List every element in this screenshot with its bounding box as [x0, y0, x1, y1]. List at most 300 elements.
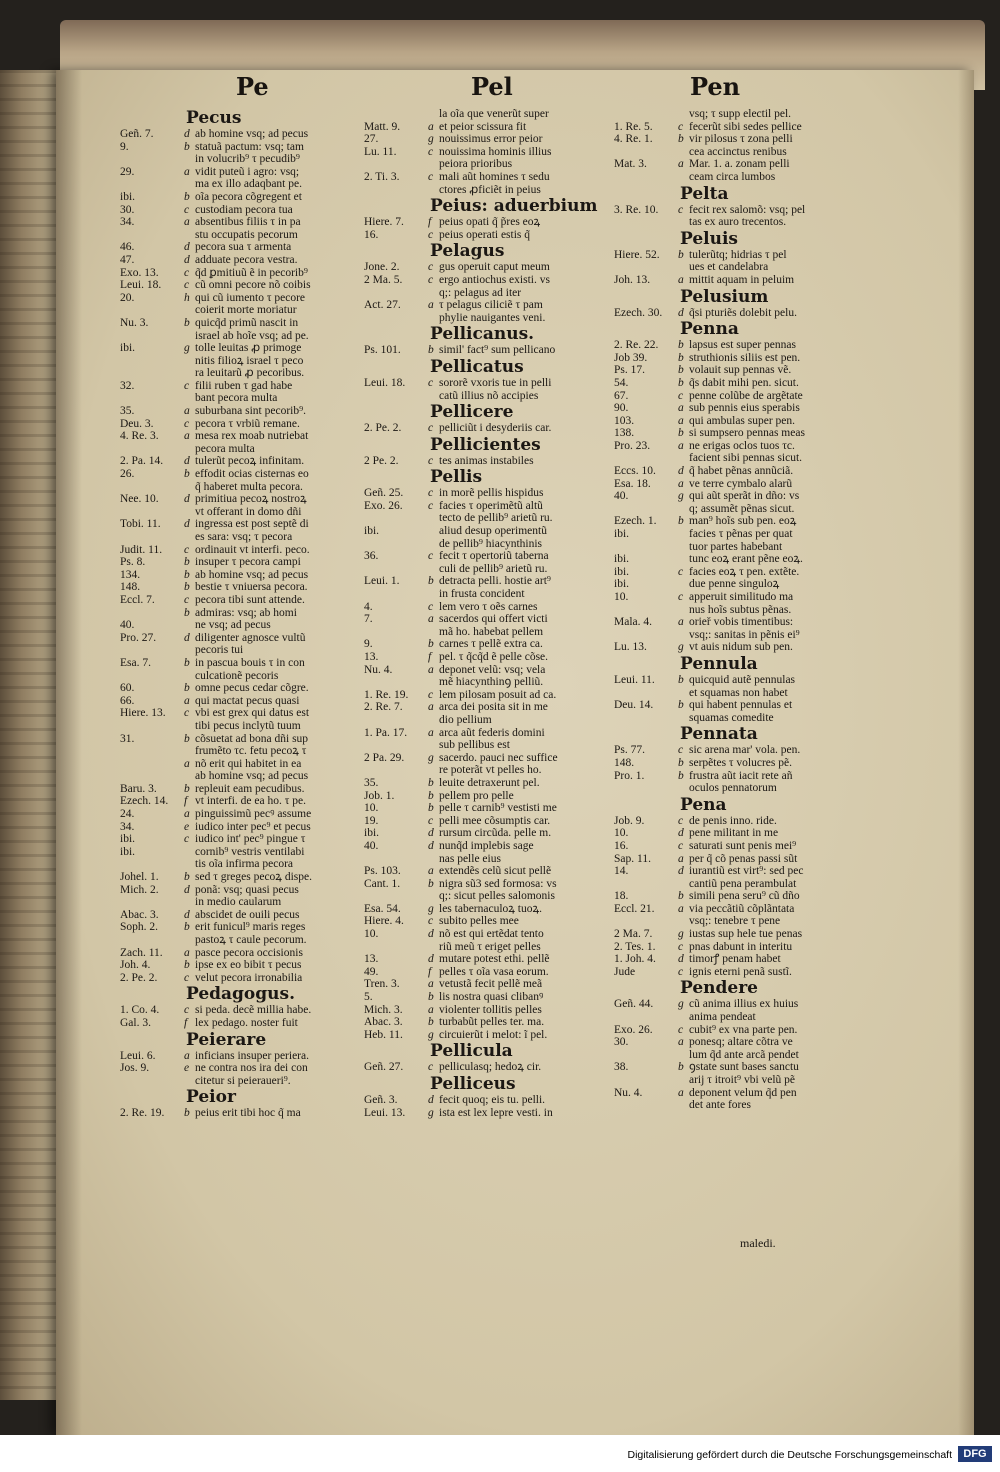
- section-letter: g: [428, 1106, 434, 1119]
- citation-ref: Esa. 54.: [364, 902, 401, 915]
- section-letter: [428, 312, 439, 325]
- citation-ref: [614, 712, 678, 725]
- section-letter: a: [678, 902, 684, 915]
- entry-line: [614, 782, 858, 795]
- entry-text: iudico int' pec⁹ pingue τ: [195, 833, 306, 846]
- citation-ref: Judit. 11.: [120, 543, 163, 556]
- citation-ref: Nu. 4.: [364, 663, 393, 676]
- section-letter: g: [428, 751, 434, 764]
- entry-line: [364, 802, 600, 815]
- entry-text: struthionis siliis est pen.: [689, 351, 801, 364]
- entry-text: via peccãtiũ cõplãntata: [689, 902, 795, 915]
- section-letter: c: [428, 600, 434, 613]
- citation-ref: [120, 745, 184, 758]
- citation-ref: [614, 878, 678, 891]
- entry-line: [364, 739, 600, 752]
- section-letter: c: [428, 1061, 434, 1074]
- entry-text: anima pendeat: [689, 1011, 756, 1024]
- section-letter: [184, 481, 195, 494]
- section-letter: [678, 452, 689, 465]
- section-letter: [184, 720, 195, 733]
- section-letter: a: [184, 430, 190, 443]
- entry-text: circuierũt i melot: ĩ pel.: [439, 1028, 548, 1041]
- section-letter: c: [428, 228, 434, 241]
- section-letter: b: [184, 959, 190, 972]
- entry-line: [120, 481, 352, 494]
- entry-text: pecora sua τ armenta: [195, 241, 292, 254]
- section-letter: [184, 846, 195, 859]
- entry-line: [120, 884, 352, 897]
- citation-ref: Pro. 27.: [120, 631, 157, 644]
- citation-ref: 13.: [364, 953, 379, 966]
- section-letter: [678, 782, 689, 795]
- citation-ref: 16.: [614, 839, 629, 852]
- entry-line: [120, 468, 352, 481]
- citation-ref: Leui. 6.: [120, 1049, 156, 1062]
- section-letter: d: [184, 241, 190, 254]
- section-letter: [428, 287, 439, 300]
- entry-line: [614, 941, 858, 954]
- section-letter: a: [428, 299, 434, 312]
- section-letter: a: [678, 1086, 684, 1099]
- entry-line: [364, 953, 600, 966]
- section-letter: [428, 714, 439, 727]
- entry-text: lex pedago. noster fuit: [195, 1016, 298, 1029]
- citation-ref: 49.: [364, 965, 379, 978]
- citation-ref: 3. Re. 10.: [614, 203, 659, 216]
- entry-line: [120, 279, 352, 292]
- citation-ref: Joh. 4.: [120, 959, 151, 972]
- entry-text: inficians insuper periera.: [195, 1049, 309, 1062]
- citation-ref: [120, 896, 184, 909]
- section-letter: a: [428, 663, 434, 676]
- entry-text: τ pelagus ciliciẽ τ pam: [439, 299, 543, 312]
- entry-text: deponet velũ: vsq; vela: [439, 663, 546, 676]
- citation-ref: 2. Pe. 2.: [364, 422, 402, 435]
- entry-text: simili pena seru⁹ cũ dño: [689, 890, 800, 903]
- entry-line: [614, 1099, 858, 1112]
- entry-text: mã ho. habebat pellem: [439, 625, 544, 638]
- citation-ref: [364, 714, 428, 727]
- section-letter: a: [678, 158, 684, 171]
- entry-line: [120, 1050, 352, 1063]
- entry-line: [364, 133, 600, 146]
- entry-line: [364, 229, 600, 242]
- entry-text: et peior scissura fit: [439, 120, 527, 133]
- entry-text: in morẽ pellis hispidus: [439, 487, 544, 500]
- citation-ref: 2. Tes. 1.: [614, 940, 656, 953]
- section-letter: [428, 941, 439, 954]
- citation-ref: Ezech. 30.: [614, 306, 663, 319]
- citation-ref: Pro. 23.: [614, 439, 651, 452]
- section-letter: g: [678, 998, 684, 1011]
- entry-line: [614, 827, 858, 840]
- entry-text: per q̃ cõ penas passi sũt: [689, 852, 798, 865]
- citation-ref: [614, 1099, 678, 1112]
- entry-text: aliud desup operimentũ: [439, 525, 547, 538]
- entry-line: [614, 440, 858, 453]
- section-letter: [678, 171, 689, 184]
- entry-line: [120, 531, 352, 544]
- entry-text: lapsus est super pennas: [689, 339, 796, 352]
- entry-text: nigra sũ3 sed formosa: vs: [439, 877, 557, 890]
- headword: Pellicula: [430, 1041, 513, 1062]
- citation-ref: [364, 158, 428, 171]
- entry-text: Mar. 1. a. zonam pelli: [689, 158, 790, 171]
- section-letter: [678, 915, 689, 928]
- citation-ref: Hiere. 7.: [364, 216, 404, 229]
- entry-line: [120, 921, 352, 934]
- entry-text: pellem pro pelle: [439, 789, 514, 802]
- section-letter: d: [428, 1094, 434, 1106]
- entry-text: la oĩa que venerũt super: [439, 108, 549, 120]
- entry-text: mali aũt homines τ sedu: [439, 170, 550, 183]
- section-letter: [428, 390, 439, 403]
- citation-ref: [120, 770, 184, 783]
- entry-line: [120, 380, 352, 393]
- entry-line: [120, 581, 352, 594]
- entry-text: fecit quoq; eis tu. pelli.: [439, 1094, 546, 1106]
- column-1: [120, 108, 352, 1120]
- entry-text: q̃si pturiẽs dolebit pelu.: [689, 306, 797, 319]
- entry-text: ingressa est post septẽ di: [195, 518, 309, 531]
- entry-line: [120, 430, 352, 443]
- citation-ref: 138.: [614, 427, 635, 440]
- citation-ref: Ps. 77.: [614, 744, 645, 757]
- section-letter: c: [428, 273, 434, 286]
- section-letter: c: [428, 550, 434, 563]
- entry-text: vidit puteũ i agro: vsq;: [195, 165, 300, 178]
- entry-text: suburbana sint pecorib⁹.: [195, 405, 306, 418]
- entry-text: ctores ꝓficiẽt in peius: [439, 183, 541, 196]
- entry-text: phylie nauigantes veni.: [439, 311, 546, 324]
- entry-line: [364, 777, 600, 790]
- citation-ref: [120, 443, 184, 456]
- citation-ref: [120, 229, 184, 242]
- citation-ref: [614, 1011, 678, 1024]
- section-letter: a: [428, 726, 434, 739]
- running-head-center: Pel: [471, 72, 513, 101]
- entry-line: [614, 591, 858, 604]
- entry-line: [120, 695, 352, 708]
- section-letter: d: [678, 465, 684, 478]
- entry-line: [120, 720, 352, 733]
- dfg-logo: DFG: [958, 1446, 992, 1462]
- citation-ref: 34.: [120, 820, 135, 833]
- section-letter: [184, 531, 195, 544]
- citation-ref: Eccl. 21.: [614, 902, 655, 915]
- entry-line: [614, 158, 858, 171]
- entry-line: [120, 141, 352, 154]
- section-letter: b: [678, 699, 684, 712]
- citation-ref: Nu. 3.: [120, 316, 149, 329]
- section-letter: g: [678, 490, 684, 503]
- entry-line: [614, 1024, 858, 1037]
- entry-line: [120, 858, 352, 871]
- entry-line: [120, 707, 352, 720]
- entry-line: [364, 455, 600, 468]
- entry-text: ues et candelabra: [689, 261, 769, 274]
- entry-line: [364, 890, 600, 903]
- entry-text: detracta pelli. hostie art⁹: [439, 575, 551, 588]
- citation-ref: 10.: [364, 802, 379, 815]
- section-letter: b: [678, 515, 684, 528]
- section-letter: [428, 764, 439, 777]
- entry-line: [364, 171, 600, 184]
- citation-ref: Jude: [614, 965, 636, 978]
- citation-ref: 9.: [364, 638, 373, 651]
- entry-line: [364, 790, 600, 803]
- entry-text: fecit rex salomõ: vsq; pel: [689, 203, 806, 216]
- entry-text: q; assumẽt pẽnas sicut.: [689, 502, 795, 515]
- entry-line: [614, 364, 858, 377]
- section-letter: a: [428, 701, 434, 714]
- section-letter: c: [428, 454, 434, 467]
- citation-ref: 46.: [120, 241, 135, 254]
- citation-ref: [120, 644, 184, 657]
- entry-line: [120, 821, 352, 834]
- section-letter: c: [678, 591, 684, 603]
- entry-text: facies eoꝝ τ pen. extẽte.: [689, 565, 800, 578]
- section-letter: [428, 626, 439, 639]
- citation-ref: [120, 178, 184, 191]
- entry-line: [614, 515, 858, 528]
- section-letter: [184, 506, 195, 519]
- section-letter: d: [184, 455, 190, 468]
- section-letter: [184, 670, 195, 683]
- entry-line: [120, 619, 352, 632]
- entry-line: [364, 1061, 600, 1074]
- section-letter: g: [678, 928, 684, 941]
- entry-line: [364, 588, 600, 601]
- citation-ref: Tren. 3.: [364, 978, 400, 991]
- entry-text: les tabernaculoꝝ tuoꝝ.: [439, 902, 543, 915]
- entry-line: [364, 727, 600, 740]
- entry-line: [614, 216, 858, 229]
- entry-line: [364, 1094, 600, 1107]
- citation-ref: Exo. 26.: [614, 1023, 653, 1036]
- entry-line: [364, 626, 600, 639]
- entry-line: [614, 171, 858, 184]
- entry-text: vt interfi. de ea ho. τ pe.: [195, 795, 306, 808]
- entry-line: [120, 292, 352, 305]
- entry-text: arca aũt federis domini: [439, 726, 545, 739]
- entry-text: ordinauit vt interfi. peco.: [195, 543, 310, 556]
- headword: Pellicatus: [430, 356, 524, 377]
- section-letter: b: [184, 316, 190, 329]
- section-letter: [428, 525, 439, 538]
- entry-line: [364, 550, 600, 563]
- entry-text: facies τ operimẽtũ altũ: [439, 499, 543, 512]
- entry-line: [120, 959, 352, 972]
- section-letter: b: [678, 673, 684, 686]
- citation-ref: ibi.: [614, 553, 630, 566]
- citation-ref: Eccl. 7.: [120, 593, 155, 606]
- citation-ref: 30.: [614, 1036, 629, 1049]
- section-letter: d: [184, 253, 190, 266]
- citation-ref: Abac. 3.: [364, 1016, 403, 1029]
- section-letter: d: [678, 953, 684, 966]
- entry-line: [364, 701, 600, 714]
- entry-line: [120, 191, 352, 204]
- entry-text: nõ est qui ertẽdat tento: [439, 928, 544, 941]
- entry-line: [364, 344, 600, 357]
- section-letter: a: [428, 865, 434, 878]
- entry-text: quicquid autẽ pennulas: [689, 673, 796, 686]
- citation-ref: Sap. 11.: [614, 852, 651, 865]
- entry-text: frumẽto τc. fetu pecoꝝ τ: [195, 745, 307, 758]
- citation-ref: 1. Re. 19.: [364, 688, 409, 701]
- citation-ref: 148.: [120, 581, 141, 594]
- entry-line: [364, 915, 600, 928]
- section-letter: b: [678, 339, 684, 352]
- section-letter: c: [184, 266, 190, 279]
- citation-ref: 34.: [120, 216, 135, 229]
- entry-text: es sara: vsq; τ pecora: [195, 531, 293, 543]
- entry-text: tolle leuitas ꝓ primoge: [195, 342, 302, 355]
- section-letter: b: [428, 344, 434, 357]
- entry-line: [364, 941, 600, 954]
- section-letter: a: [184, 405, 190, 418]
- entry-line: [120, 392, 352, 405]
- entry-text: abscidet de ouili pecus: [195, 908, 300, 921]
- headword: Pellis: [430, 467, 483, 488]
- entry-line: [120, 795, 352, 808]
- entry-text: lem vero τ oẽs carnes: [439, 600, 538, 613]
- entry-line: [614, 1087, 858, 1100]
- entry-text: serpẽtes τ volucres pẽ.: [689, 756, 792, 769]
- section-letter: a: [678, 1036, 684, 1049]
- citation-ref: Geñ. 25.: [364, 487, 404, 500]
- citation-ref: Jone. 2.: [364, 261, 400, 274]
- section-letter: [184, 858, 195, 871]
- citation-ref: [614, 261, 678, 274]
- headword: Penna: [680, 319, 739, 340]
- section-letter: [428, 512, 439, 525]
- entry-text: apperuit similitudo ma: [689, 591, 794, 603]
- citation-ref: Job. 9.: [614, 814, 645, 827]
- entry-text: pel. τ q̃cq̃d ẽ pelle cõse.: [439, 651, 549, 663]
- section-letter: f: [428, 651, 432, 663]
- citation-ref: Geñ. 7.: [120, 128, 154, 140]
- entry-line: [120, 682, 352, 695]
- citation-ref: 27.: [364, 133, 379, 146]
- citation-ref: Jos. 9.: [120, 1062, 150, 1075]
- entry-line: [364, 377, 600, 390]
- entry-line: [614, 815, 858, 828]
- entry-text: vbi est grex qui datus est: [195, 707, 310, 720]
- section-letter: c: [184, 593, 190, 606]
- citation-ref: Hiere. 13.: [120, 707, 166, 720]
- entry-line: [120, 518, 352, 531]
- section-letter: [184, 229, 195, 242]
- entry-line: [120, 229, 352, 242]
- footer-bar: [0, 1435, 1000, 1472]
- section-letter: c: [428, 487, 434, 500]
- citation-ref: ibi.: [120, 342, 136, 355]
- entry-text: pene militant in me: [689, 827, 779, 840]
- entry-text: sacerdos qui offert victi: [439, 613, 548, 626]
- citation-ref: Ezech. 1.: [614, 515, 657, 528]
- entry-line: [364, 512, 600, 525]
- section-letter: b: [428, 1016, 434, 1029]
- entry-line: [364, 525, 600, 538]
- section-letter: a: [184, 165, 190, 178]
- entry-text: tuor partes habebant: [689, 540, 783, 553]
- citation-ref: [364, 588, 428, 601]
- entry-line: [120, 216, 352, 229]
- section-letter: [184, 896, 195, 909]
- section-letter: d: [678, 827, 684, 840]
- citation-ref: Baru. 3.: [120, 782, 157, 795]
- headword: Peierare: [186, 1029, 267, 1050]
- citation-ref: [364, 390, 428, 403]
- entry-text: pnas dabunt in interitu: [689, 940, 793, 953]
- entry-text: pastoꝝ τ caule pecorum.: [195, 934, 307, 946]
- section-letter: [184, 1075, 195, 1088]
- section-letter: b: [184, 782, 190, 795]
- entry-line: [120, 166, 352, 179]
- entry-line: [614, 452, 858, 465]
- citation-ref: 36.: [364, 550, 379, 563]
- section-letter: d: [184, 908, 190, 921]
- entry-line: [364, 638, 600, 651]
- entry-line: [364, 966, 600, 979]
- entry-text: si peda. decẽ millia habe.: [195, 1004, 312, 1017]
- entry-text: vsq;: tenebre τ pene: [689, 915, 781, 928]
- entry-line: [364, 676, 600, 689]
- citation-ref: [364, 563, 428, 576]
- entry-text: insuper τ pecora campi: [195, 556, 301, 569]
- section-letter: b: [184, 871, 190, 884]
- section-letter: g: [184, 342, 190, 355]
- entry-text: nus hoĩs subtus pẽnas.: [689, 603, 792, 616]
- entry-line: [120, 342, 352, 355]
- citation-ref: Act. 27.: [364, 299, 401, 312]
- entry-line: [364, 651, 600, 664]
- section-letter: d: [184, 128, 190, 140]
- entry-text: simil' fact⁹ sum pellicano: [439, 344, 556, 357]
- headword: Pellicanus.: [430, 324, 535, 345]
- entry-text: cõsuetat ad bona dñi sup: [195, 732, 309, 745]
- entry-text: coierit morte moriatur: [195, 304, 297, 317]
- entry-text: ab homine vsq; ad pecus: [195, 128, 309, 140]
- headword: Pennula: [680, 653, 758, 674]
- citation-ref: [120, 355, 184, 368]
- citation-ref: Hiere. 52.: [614, 248, 660, 261]
- entry-text: sacerdo. pauci nec suffice: [439, 751, 558, 764]
- entry-text: cũ omni pecore nõ coibis: [195, 279, 311, 292]
- entry-line: [364, 878, 600, 891]
- entry-line: [364, 274, 600, 287]
- entry-line: [614, 1049, 858, 1062]
- citation-ref: [120, 720, 184, 733]
- entry-text: nõ erit qui habitet in ea: [195, 757, 302, 770]
- entry-text: de penis inno. ride.: [689, 814, 777, 827]
- entry-line: [614, 928, 858, 941]
- citation-ref: [614, 541, 678, 554]
- citation-ref: 31.: [120, 732, 135, 745]
- entry-text: diligenter agnosce vultũ: [195, 631, 306, 644]
- citation-ref: 18.: [614, 890, 629, 903]
- entry-line: [364, 601, 600, 614]
- section-letter: c: [428, 261, 434, 274]
- entry-text: cea accinctus renibus: [689, 145, 787, 158]
- section-letter: a: [184, 946, 190, 959]
- section-letter: c: [678, 839, 684, 852]
- citation-ref: Deu. 14.: [614, 699, 654, 712]
- citation-ref: Pro. 1.: [614, 769, 645, 782]
